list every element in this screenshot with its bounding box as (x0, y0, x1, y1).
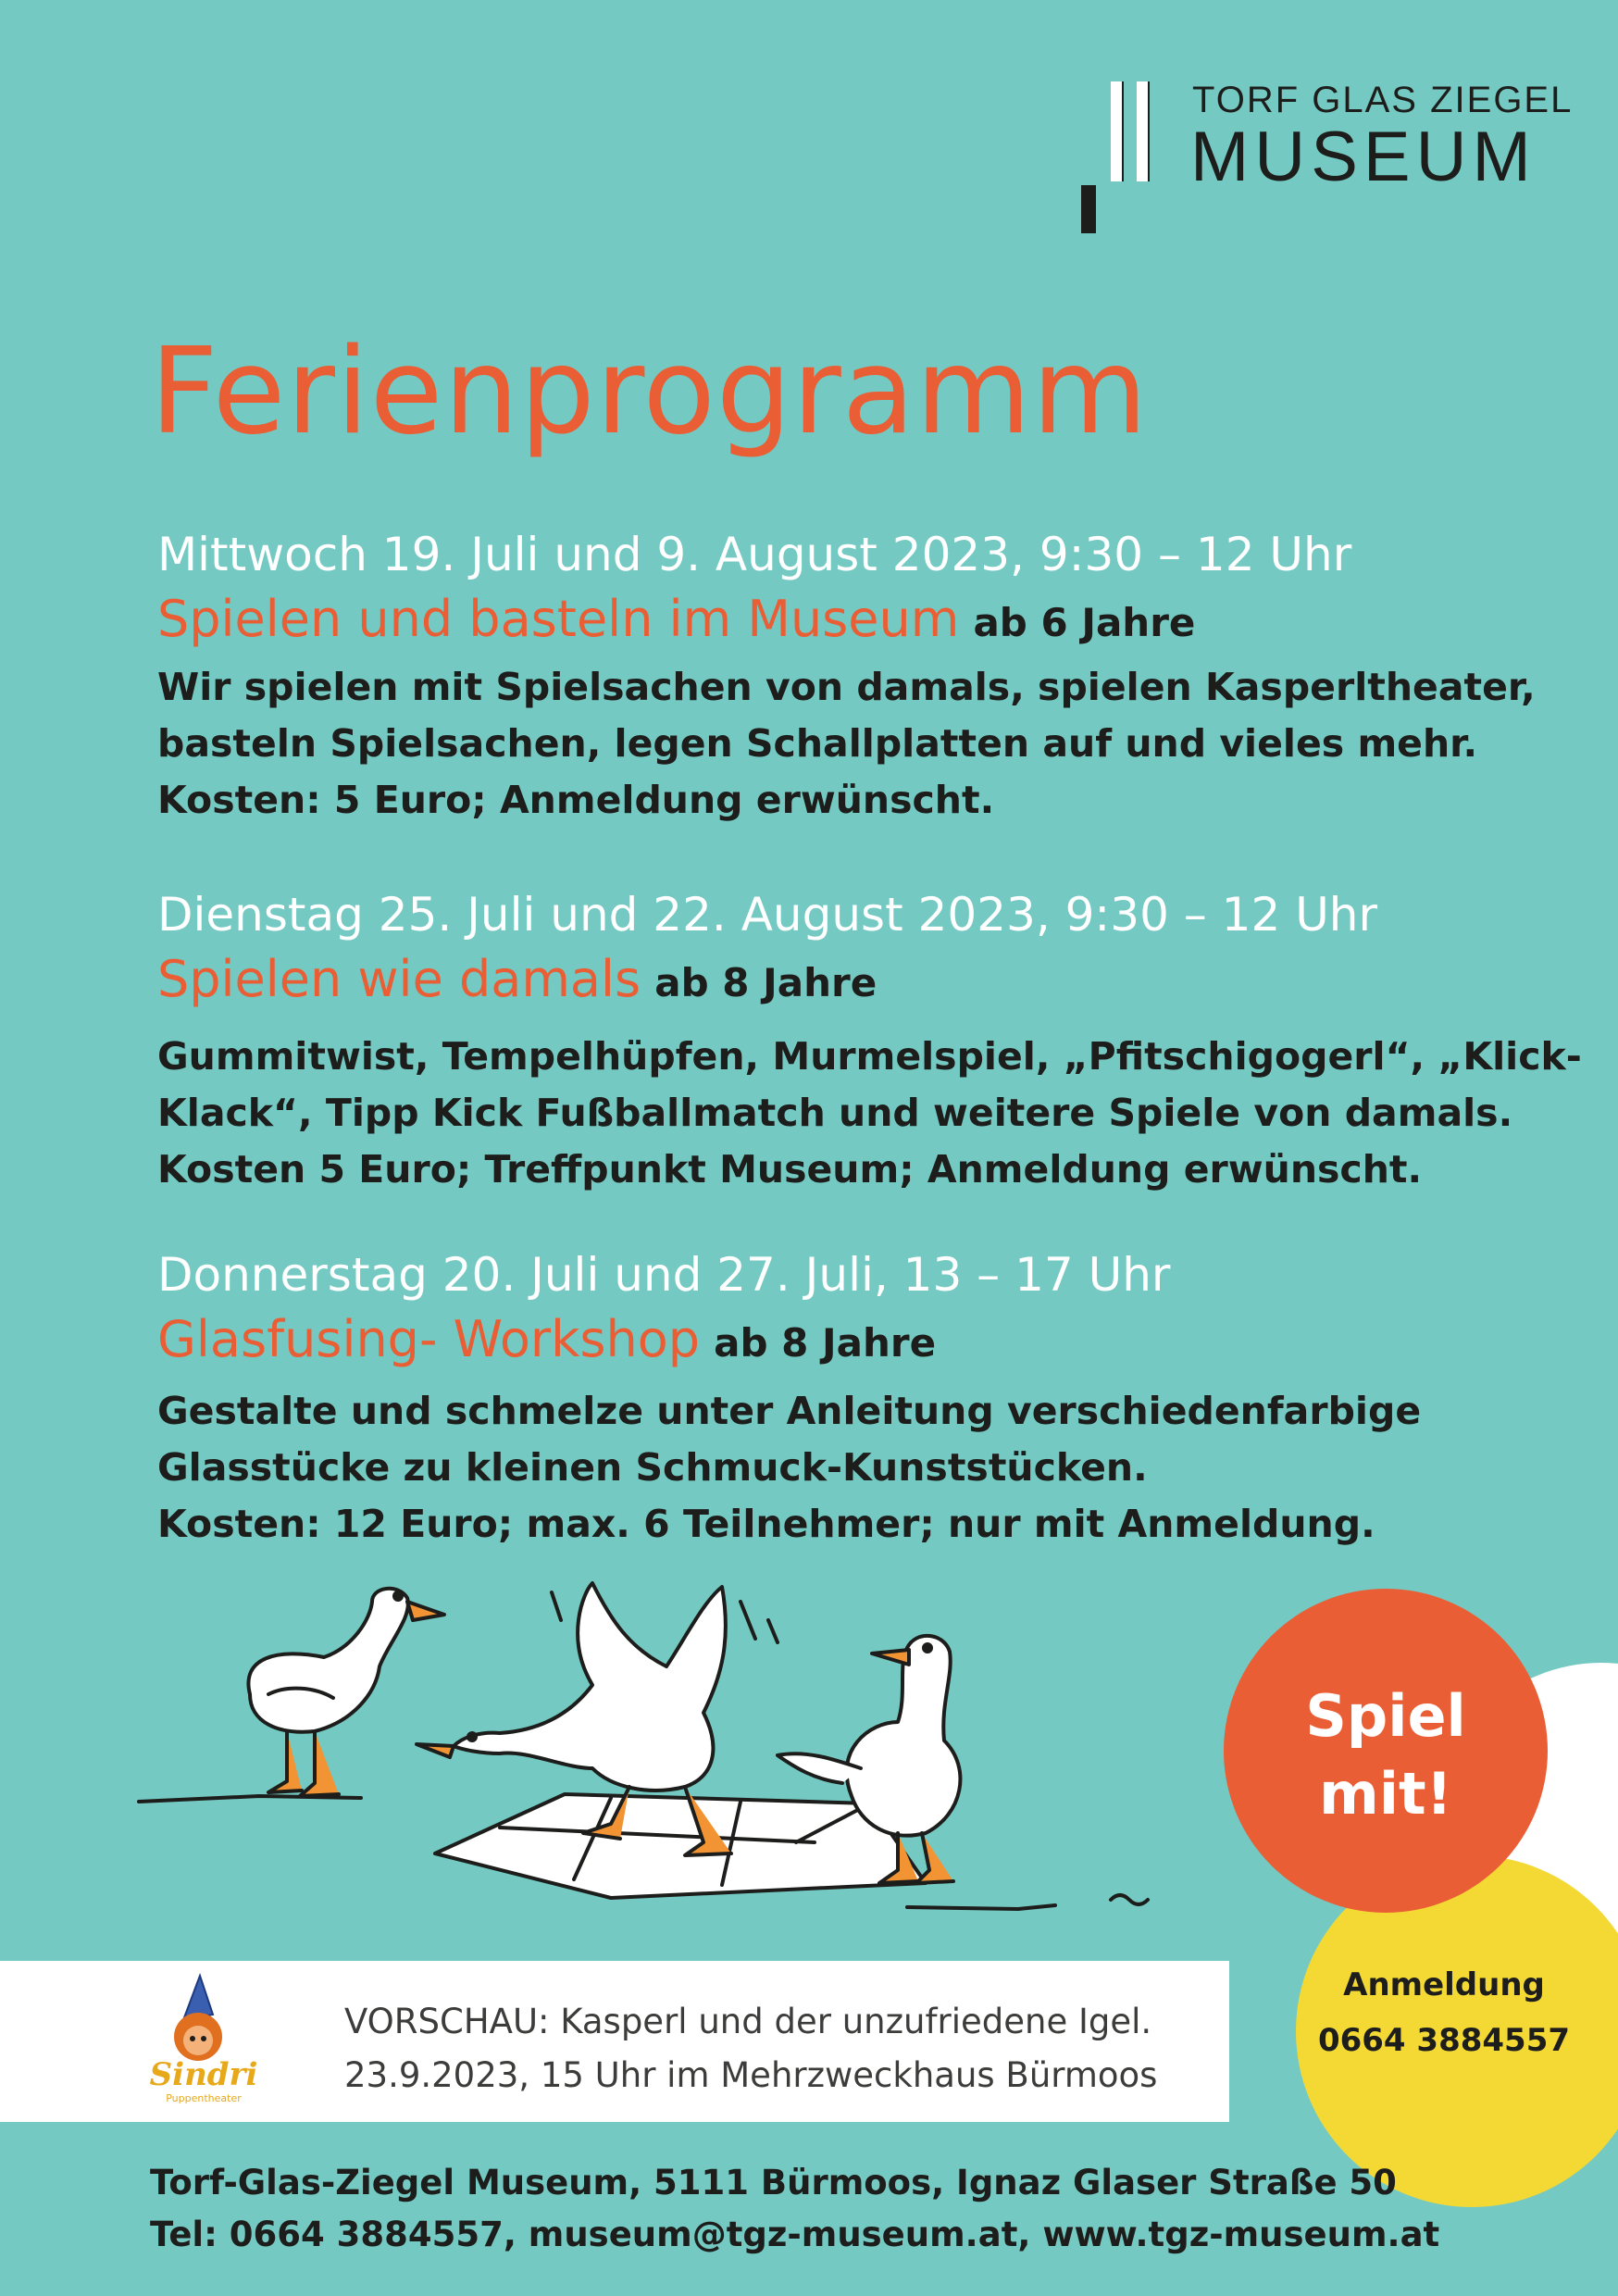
desc-line: Gummitwist, Tempelhüpfen, Murmelspiel, „Pfitschigogerl“, „Klick- (157, 1034, 1582, 1079)
event-title-row (157, 950, 1509, 1008)
page-title: Ferienprogramm (150, 323, 1149, 461)
footer-address: Torf-Glas-Ziegel Museum, 5111 Bürmoos, Ignaz Glaser Straße 50 (150, 2163, 1397, 2202)
goose-left (248, 1589, 444, 1796)
event-description (157, 1383, 1509, 1553)
desc-line: basteln Spielsachen, legen Schallplatten auf und vieles mehr. (157, 721, 1478, 766)
desc-line: Wir spielen mit Spielsachen von damals, spielen Kasperltheater, (157, 665, 1536, 709)
desc-line: Klack“, Tipp Kick Fußballmatch und weitere Spiele von damals. (157, 1091, 1513, 1135)
event-name: Glasfusing- Workshop (157, 1310, 701, 1368)
logo-title: MUSEUM (1190, 118, 1537, 196)
play-badge (1224, 1589, 1548, 1913)
event-age: ab 8 Jahre (714, 1320, 937, 1366)
desc-line: Kosten 5 Euro; Treffpunkt Museum; Anmeldung erwünscht. (157, 1147, 1423, 1192)
event-description (157, 1029, 1582, 1198)
event-age: ab 6 Jahre (973, 600, 1196, 645)
preview-line: 23.9.2023, 15 Uhr im Mehrzweckhaus Bürmoos (344, 2055, 1158, 2095)
logo-bar-shadow (1111, 81, 1124, 181)
desc-line: Gestalte und schmelze unter Anleitung verschiedenfarbige (157, 1389, 1422, 1433)
registration-label: Anmeldung (1343, 1966, 1545, 2003)
event-3 (157, 1248, 1509, 1553)
event-title-row (157, 1310, 1509, 1368)
sindri-logo-name: Sindri (149, 2056, 258, 2093)
badge-line: mit! (1319, 1760, 1452, 1828)
event-name: Spielen und basteln im Museum (157, 590, 960, 648)
event-date: Mittwoch 19. Juli und 9. August 2023, 9:30 – 12 Uhr (157, 528, 1352, 581)
desc-line: Kosten: 12 Euro; max. 6 Teilnehmer; nur mit Anmeldung. (157, 1502, 1375, 1546)
preview-banner (0, 1961, 1229, 2122)
badge-line: Spiel (1305, 1682, 1466, 1750)
registration-badge (1296, 1855, 1618, 2207)
event-name: Spielen wie damals (157, 950, 641, 1008)
registration-phone: 0664 3884557 (1317, 2022, 1571, 2059)
event-2 (157, 888, 1582, 1198)
sindri-logo (144, 1972, 265, 2111)
desc-line: Glasstücke zu kleinen Schmuck-Kunststücken. (157, 1445, 1148, 1490)
preview-line: VORSCHAU: Kasperl und der unzufriedene Igel. (344, 2002, 1152, 2041)
museum-logo (1081, 80, 1574, 239)
sindri-logo-sub: Puppentheater (166, 2092, 242, 2104)
logo-subtitle: TORF GLAS ZIEGEL (1192, 80, 1574, 120)
event-date: Donnerstag 20. Juli und 27. Juli, 13 – 17 Uhr (157, 1248, 1171, 1302)
logo-bar-shadow (1137, 81, 1150, 181)
desc-line: Kosten: 5 Euro; Anmeldung erwünscht. (157, 778, 995, 822)
geese-illustration (130, 1565, 1259, 1953)
logo-bar (1081, 185, 1096, 233)
event-title-row (157, 590, 1509, 648)
event-1 (157, 528, 1536, 829)
event-description (157, 659, 1536, 829)
event-date: Dienstag 25. Juli und 22. August 2023, 9:30 – 12 Uhr (157, 888, 1378, 942)
footer-contact: Tel: 0664 3884557, museum@tgz-museum.at, www.tgz-museum.at (150, 2215, 1440, 2254)
event-age: ab 8 Jahre (654, 960, 877, 1005)
